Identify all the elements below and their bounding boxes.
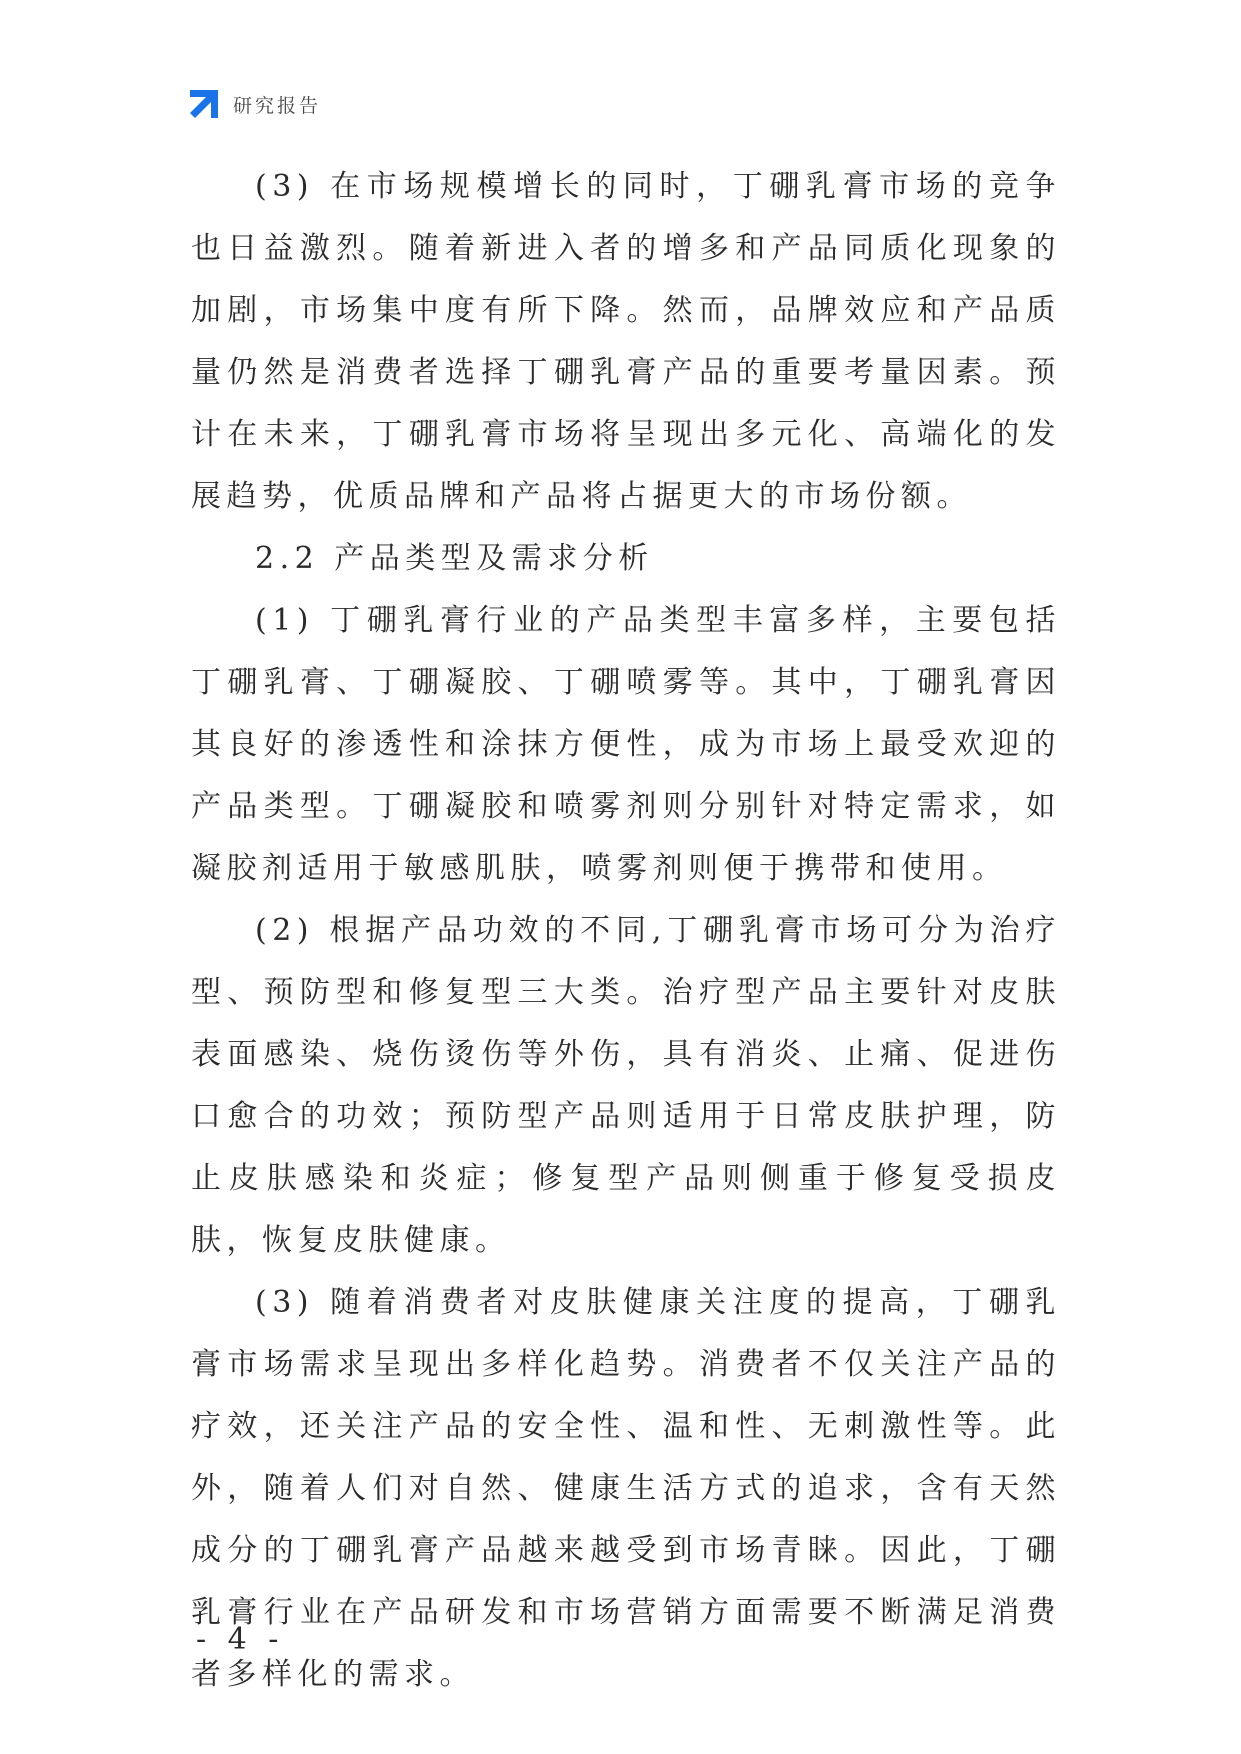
paragraph-product-types: (1) 丁硼乳膏行业的产品类型丰富多样，主要包括丁硼乳膏、丁硼凝胶、丁硼喷雾等。其中，丁硼乳膏因其良好的渗透性和涂抹方便性，成为市场上最受欢迎的产品类型。丁硼凝胶和喷雾剂则分别针对特定需求，如凝胶剂适用于敏感肌肤，喷雾剂则便于携带和使用。 [191,603,1061,886]
paragraph-demand-trends: (3) 随着消费者对皮肤健康关注度的提高，丁硼乳膏市场需求呈现出多样化趋势。消费者不仅关注产品的疗效，还关注产品的安全性、温和性、无刺激性等。此外，随着人们对自然、健康生活方式的追求，含有天然成分的丁硼乳膏产品越来越受到市场青睐。因此，丁硼乳膏行业在产品研发和市场营销方面需要不断满足消费者多样化的需求。 [191,1285,1061,1692]
header-label: 研究报告 [233,94,322,117]
document-body [191,156,1061,1706]
paragraph-market-competition: (3) 在市场规模增长的同时，丁硼乳膏市场的竞争也日益激烈。随着新进入者的增多和产品同质化现象的加剧，市场集中度有所下降。然而，品牌效应和产品质量仍然是消费者选择丁硼乳膏产品的重要考量因素。预计在未来，丁硼乳膏市场将呈现出多元化、高端化的发展趋势，优质品牌和产品将占据更大的市场份额。 [191,169,1061,514]
page-header [187,86,321,122]
paragraph-product-efficacy: (2) 根据产品功效的不同,丁硼乳膏市场可分为治疗型、预防型和修复型三大类。治疗型产品主要针对皮肤表面感染、烧伤烫伤等外伤，具有消炎、止痛、促进伤口愈合的功效；预防型产品则适用于日常皮肤护理，防止皮肤感染和炎症；修复型产品则侧重于修复受损皮肤，恢复皮肤健康。 [191,913,1061,1258]
page-number: - 4 - [196,1622,285,1657]
section-heading-2-2: 2.2 产品类型及需求分析 [255,541,654,576]
arrow-up-right-icon [187,87,221,121]
